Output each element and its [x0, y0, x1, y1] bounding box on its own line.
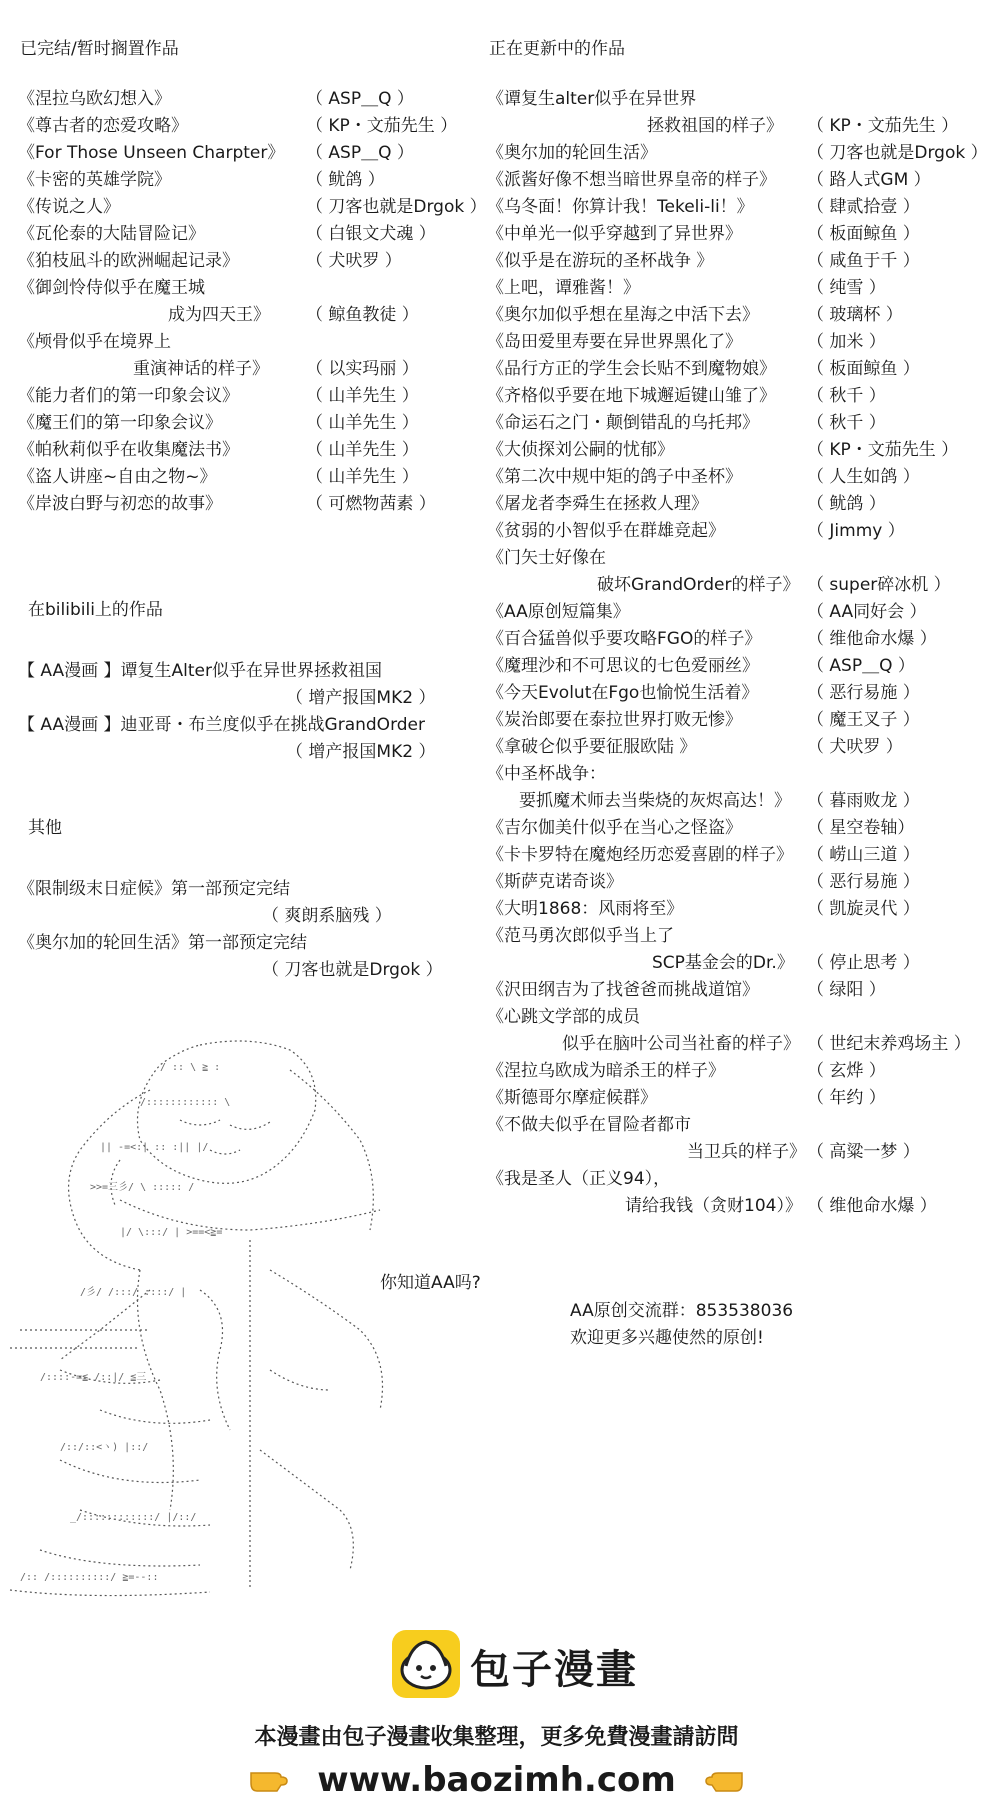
svg-text:|| -=<:| :: :|| |/: || -=<:| :: :|| |/	[100, 1142, 209, 1153]
work-author: （ 以实玛丽 ）	[306, 359, 419, 379]
svg-text:/:: /::::::::::/ ≧=--::: /:: /::::::::::/ ≧=--::	[20, 1572, 159, 1583]
bilibili-list	[18, 658, 478, 766]
work-title: 当卫兵的样子》	[687, 1142, 806, 1162]
work-title: 《齐格似乎要在地下城邂逅键山雏了》	[487, 386, 776, 406]
work-title: 《炭治郎要在泰拉世界打败无惨》	[487, 710, 742, 730]
work-title: 《奥尔加的轮回生活》	[487, 143, 657, 163]
work-row	[18, 356, 468, 383]
work-title: 《命运石之门・颠倒错乱的乌托邦》	[487, 413, 759, 433]
ongoing-heading: 正在更新中的作品	[489, 39, 625, 59]
work-author: （ 玄烨 ）	[807, 1061, 886, 1081]
work-title: 《能力者们的第一印象会议》	[18, 386, 239, 406]
work-title: 《吉尔伽美什似乎在当心之怪盗》	[487, 818, 742, 838]
work-title: 《传说之人》	[18, 197, 120, 217]
work-author: （ 咸鱼于千 ）	[807, 251, 920, 271]
ongoing-works-column	[487, 38, 987, 1220]
work-author: （ ASP＿Q ）	[807, 656, 915, 676]
work-author: （ 纯雪 ）	[807, 278, 886, 298]
work-title: 《魔理沙和不可思议的七色爱丽丝》	[487, 656, 759, 676]
work-row	[487, 1193, 987, 1220]
work-author: （ Jimmy ）	[807, 521, 905, 541]
work-row	[18, 221, 468, 248]
work-row	[487, 599, 987, 626]
work-row	[487, 653, 987, 680]
work-title: 《尊古者的恋爱攻略》	[18, 116, 188, 136]
footer-url-line	[0, 1760, 993, 1802]
other-heading: 其他	[28, 818, 62, 838]
work-row	[487, 950, 987, 977]
work-row	[487, 1058, 987, 1085]
work-title: 《派酱好像不想当暗世界皇帝的样子》	[487, 170, 776, 190]
work-row	[18, 410, 468, 437]
pointing-left-hand-icon	[702, 1762, 746, 1802]
work-title: 《大明1868：风雨将至》	[487, 899, 684, 919]
work-row	[487, 815, 987, 842]
work-title: 重演神话的样子》	[133, 359, 269, 379]
work-author: （ 恶行易施 ）	[807, 872, 920, 892]
work-row	[487, 410, 987, 437]
work-author: （ 年约 ）	[807, 1088, 886, 1108]
work-row	[487, 194, 987, 221]
bilibili-heading: 在bilibili上的作品	[28, 600, 163, 620]
work-row	[18, 86, 468, 113]
work-author: （ 秋千 ）	[807, 386, 886, 406]
work-author: （ 鱿鸽 ）	[807, 494, 886, 514]
work-author: （ KP・文茄先生 ）	[807, 440, 959, 460]
work-title: 《第二次中规中矩的鸽子中圣杯》	[487, 467, 742, 487]
completed-works-column	[18, 38, 487, 518]
work-author: （ 绿阳 ）	[807, 980, 886, 1000]
work-author: （ super碎冰机 ）	[807, 575, 951, 595]
work-title: 《屠龙者李舜生在拯救人理》	[487, 494, 708, 514]
work-author: （ 路人式GM ）	[807, 170, 931, 190]
work-row	[18, 140, 468, 167]
work-row	[18, 113, 468, 140]
work-title: 似乎在脑叶公司当社畜的样子》	[562, 1034, 800, 1054]
work-row	[18, 248, 468, 275]
work-row	[487, 86, 987, 113]
other-section	[18, 816, 478, 984]
work-title: 《拿破仑似乎要征服欧陆 》	[487, 737, 697, 757]
svg-text:/:::::::::::: \: /:::::::::::: \	[140, 1097, 231, 1108]
work-row	[487, 1031, 987, 1058]
completed-heading: 已完结/暂时搁置作品	[20, 39, 179, 59]
work-author: （ 可燃物茜素 ）	[306, 494, 436, 514]
footer-notice: 本漫畫由包子漫畫收集整理，更多免費漫畫請訪問	[254, 1725, 739, 1750]
work-row	[18, 167, 468, 194]
pointing-right-hand-icon	[247, 1762, 291, 1802]
work-row	[487, 896, 987, 923]
work-title: 《今天Evolut在Fgo也愉悦生活着》	[487, 683, 759, 703]
work-title: 《斯萨克诺奇谈》	[487, 872, 623, 892]
work-row	[18, 329, 468, 356]
work-author: （ 刀客也就是Drgok ）	[306, 197, 487, 217]
work-title: 《岸波白野与初恋的故事》	[18, 494, 222, 514]
work-title: 拯救祖国的样子》	[647, 116, 783, 136]
work-author: （ 板面鲸鱼 ）	[807, 224, 920, 244]
work-title: 《涅拉乌欧成为暗杀王的样子》	[487, 1061, 725, 1081]
work-title: 破坏GrandOrder的样子》	[597, 575, 800, 595]
work-row	[487, 761, 987, 788]
work-row	[18, 302, 468, 329]
work-title: 《上吧，谭雅酱！》	[487, 278, 640, 298]
site-url-link[interactable]: www.baozimh.com	[317, 1760, 676, 1800]
work-author: （ 暮雨败龙 ）	[807, 791, 920, 811]
work-title: 《狛枝凪斗的欧洲崛起记录》	[18, 251, 239, 271]
work-row	[18, 464, 468, 491]
work-title: 《我是圣人（正义94），	[487, 1169, 671, 1189]
work-author: （ 鱿鸽 ）	[306, 170, 385, 190]
work-row	[487, 923, 987, 950]
work-title: 《For Those Unseen Charpter》	[18, 143, 285, 163]
work-author: （ 维他命水爆 ）	[807, 1196, 937, 1216]
aa-group-number: AA原创交流群：853538036	[570, 1301, 794, 1321]
work-row	[487, 1085, 987, 1112]
footer-banner	[0, 1620, 993, 1804]
work-row	[487, 275, 987, 302]
work-title: 《斯德哥尔摩症候群》	[487, 1088, 657, 1108]
bilibili-section	[18, 598, 478, 766]
work-row	[487, 977, 987, 1004]
work-row	[18, 491, 468, 518]
work-author: （ 山羊先生 ）	[306, 467, 419, 487]
other-list	[18, 876, 478, 984]
work-title: 《卡密的英雄学院》	[18, 170, 171, 190]
svg-text:/ :: \ ≧ :: / :: \ ≧ :	[160, 1062, 221, 1073]
work-author: （ 刀客也就是Drgok ）	[807, 143, 988, 163]
svg-text:/::/::<ヽ) |::/: /::/::<ヽ) |::/	[60, 1442, 149, 1453]
work-author: （ 鲸鱼教徒 ）	[306, 305, 419, 325]
work-title: 《心跳文学部的成员	[487, 1007, 640, 1027]
work-row	[487, 572, 987, 599]
work-title: 《百合猛兽似乎要攻略FGO的样子》	[487, 629, 762, 649]
work-title: 《魔王们的第一印象会议》	[18, 413, 222, 433]
work-row	[487, 356, 987, 383]
work-row	[487, 1112, 987, 1139]
work-author: （ 山羊先生 ）	[306, 386, 419, 406]
work-author: （ KP・文茄先生 ）	[306, 116, 458, 136]
work-author: （ 世纪末养鸡场主 ）	[807, 1034, 971, 1054]
ascii-art-figure	[0, 1030, 480, 1600]
entry-author: （ 爽朗系脑残 ）	[262, 906, 392, 926]
work-title: 《御剑怜侍似乎在魔王城	[18, 278, 205, 298]
work-author: （ 犬吠罗 ）	[306, 251, 402, 271]
work-title: 成为四天王》	[168, 305, 270, 325]
entry-author: （ 刀客也就是Drgok ）	[262, 960, 443, 980]
work-author: （ 恶行易施 ）	[807, 683, 920, 703]
work-title: 《瓦伦泰的大陆冒险记》	[18, 224, 205, 244]
work-title: SCP基金会的Dr.》	[652, 953, 794, 973]
work-title: 要抓魔术师去当柴烧的灰烬高达！》	[519, 791, 791, 811]
work-row	[487, 545, 987, 572]
work-author: （ 玻璃杯 ）	[807, 305, 903, 325]
work-title: 《品行方正的学生会长贴不到魔物娘》	[487, 359, 776, 379]
work-title: 《似乎是在游玩的圣杯战争 》	[487, 251, 714, 271]
work-row	[487, 140, 987, 167]
work-title: 《岛田爱里寿要在异世界黑化了》	[487, 332, 742, 352]
work-row	[487, 1004, 987, 1031]
work-row	[487, 464, 987, 491]
entry-author: （ 增产报国MK2 ）	[286, 688, 436, 708]
work-author: （ 维他命水爆 ）	[807, 629, 937, 649]
work-title: 《中圣杯战争：	[487, 764, 606, 784]
work-row	[487, 329, 987, 356]
work-row	[487, 167, 987, 194]
work-row	[487, 680, 987, 707]
work-row	[487, 437, 987, 464]
work-author: （ 板面鲸鱼 ）	[807, 359, 920, 379]
entry-title: 《奥尔加的轮回生活》第一部预定完结	[18, 933, 307, 953]
work-row	[487, 1139, 987, 1166]
work-author: （ 魔王叉子 ）	[807, 710, 920, 730]
work-title: 《AA原创短篇集》	[487, 602, 630, 622]
work-row	[487, 842, 987, 869]
work-title: 请给我钱（贪财104）》	[625, 1196, 802, 1216]
svg-text:/::::-=≦ /::|/ ≦三: /::::-=≦ /::|/ ≦三	[40, 1372, 147, 1383]
work-row	[487, 302, 987, 329]
work-row	[18, 383, 468, 410]
svg-text:_/::::::::::::/ |/::/: _/::::::::::::/ |/::/	[70, 1512, 197, 1523]
work-author: （ 人生如鸽 ）	[807, 467, 920, 487]
work-row	[487, 788, 987, 815]
work-author: （ 崂山三道 ）	[807, 845, 920, 865]
work-author: （ 高粱一梦 ）	[807, 1142, 920, 1162]
work-title: 《涅拉乌欧幻想入》	[18, 89, 171, 109]
work-row	[18, 437, 468, 464]
work-author: （ 山羊先生 ）	[306, 440, 419, 460]
work-row	[18, 275, 468, 302]
work-title: 《谭复生alter似乎在异世界	[487, 89, 697, 109]
work-author: （ 秋千 ）	[807, 413, 886, 433]
work-row	[487, 491, 987, 518]
work-author: （ KP・文茄先生 ）	[807, 116, 959, 136]
work-author: （ AA同好会 ）	[807, 602, 927, 622]
entry-title: 【 AA漫画 】谭复生Alter似乎在异世界拯救祖国	[18, 661, 383, 681]
work-title: 《乌冬面！你算计我！Tekeli-li！》	[487, 197, 754, 217]
work-title: 《卡卡罗特在魔炮经历恋爱喜剧的样子》	[487, 845, 793, 865]
work-author: （ 加米 ）	[807, 332, 886, 352]
ongoing-works-list	[487, 86, 987, 1220]
work-row	[487, 1166, 987, 1193]
work-title: 《中单光一似乎穿越到了异世界》	[487, 224, 742, 244]
work-row	[487, 707, 987, 734]
svg-text:|/ \:::/ | >==<≧=: |/ \:::/ | >==<≧=	[120, 1227, 223, 1238]
work-title: 《帕秋莉似乎在收集魔法书》	[18, 440, 239, 460]
work-author: （ 犬吠罗 ）	[807, 737, 903, 757]
aa-group-info	[570, 1298, 793, 1352]
brand-name: 包子漫畫	[470, 1647, 638, 1693]
svg-text:/彡/ /:::/ ::::/ |: /彡/ /:::/ ::::/ |	[80, 1287, 187, 1298]
work-row	[487, 734, 987, 761]
work-author: （ 星空卷轴）	[807, 818, 915, 838]
aa-question: 你知道AA吗?	[380, 1273, 481, 1293]
ascii-art-sketch	[0, 1030, 480, 1600]
work-author: （ ASP＿Q ）	[306, 89, 414, 109]
work-author: （ 山羊先生 ）	[306, 413, 419, 433]
aa-welcome: 欢迎更多兴趣使然的原创!	[570, 1328, 764, 1348]
work-row	[487, 221, 987, 248]
work-author: （ 凯旋灵代 ）	[807, 899, 920, 919]
work-title: 《不做夫似乎在冒险者都市	[487, 1115, 691, 1135]
work-title: 《贫弱的小智似乎在群雄竞起》	[487, 521, 725, 541]
completed-works-list	[18, 86, 487, 518]
svg-text:>>=三彡/ \ ::::: /: >>=三彡/ \ ::::: /	[90, 1182, 195, 1193]
work-title: 《大侦探刘公嗣的忧郁》	[487, 440, 674, 460]
work-author: （ 停止思考 ）	[807, 953, 920, 973]
work-row	[487, 383, 987, 410]
baozi-logo-icon	[392, 1630, 460, 1698]
work-row	[18, 194, 487, 221]
work-author: （ ASP＿Q ）	[306, 143, 414, 163]
work-author: （ 白银文犬魂 ）	[306, 224, 436, 244]
work-title: 《沢田纲吉为了找爸爸而挑战道馆》	[487, 980, 759, 1000]
work-title: 《盗人讲座~自由之物~》	[18, 467, 217, 487]
entry-author: （ 增产报国MK2 ）	[286, 742, 436, 762]
work-row	[487, 626, 987, 653]
work-row	[487, 518, 987, 545]
work-row	[487, 248, 987, 275]
entry-title: 【 AA漫画 】迪亚哥・布兰度似乎在挑战GrandOrder	[18, 715, 425, 735]
work-title: 《范马勇次郎似乎当上了	[487, 926, 674, 946]
work-row	[487, 869, 987, 896]
entry-title: 《限制级末日症候》第一部预定完结	[18, 879, 290, 899]
work-title: 《奥尔加似乎想在星海之中活下去》	[487, 305, 759, 325]
work-author: （ 肆贰拾壹 ）	[807, 197, 920, 217]
work-row	[487, 113, 987, 140]
work-title: 《颅骨似乎在境界上	[18, 332, 171, 352]
work-title: 《门矢士好像在	[487, 548, 606, 568]
